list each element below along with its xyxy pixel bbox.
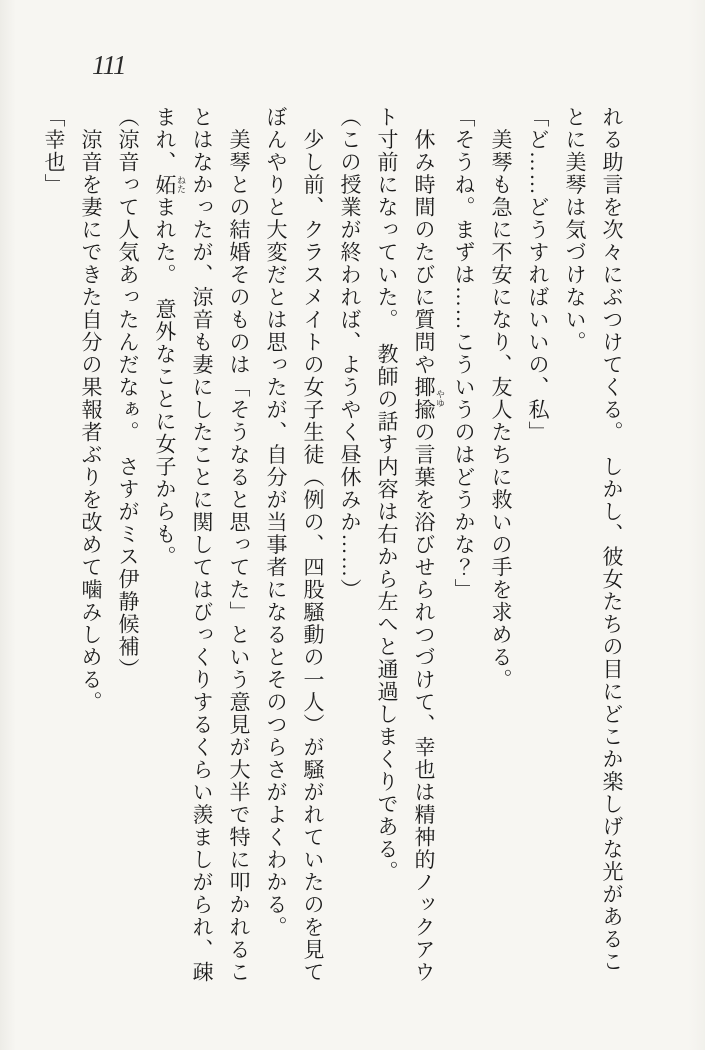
furigana-reading: やゆ bbox=[435, 376, 445, 421]
paragraph: れる助言を次々にぶつけてくる。 しかし、彼女たちの目にどこか楽しげな光があることに美琴は気づけない。 bbox=[563, 106, 624, 973]
paragraph: 美琴も急に不安になり、友人たちに救いの手を求める。 bbox=[489, 106, 513, 691]
paragraph: 少し前、クラスメイトの女子生徒（例の、四股騒動の一人）が騒がれていたのを見てぼんやりと大変だとは思ったが、自分が当事者になるとそのつらさがよくわかる。 bbox=[264, 106, 325, 984]
paragraph: 「ど……どうすればいいの、私」 bbox=[526, 106, 550, 444]
body-text bbox=[35, 106, 630, 986]
paragraph: （この授業が終われば、ようやく昼休みか……） bbox=[338, 106, 362, 601]
paragraph: 涼音を妻にできた自分の果報者ぶりを改めて噛みしめる。 bbox=[79, 106, 103, 714]
furigana-annotated-word: 揶揄 やゆ bbox=[412, 376, 445, 421]
paragraph: 「幸也」 bbox=[42, 106, 66, 196]
page-number: 111 bbox=[92, 50, 126, 80]
paragraph: 「そうね。まずは……こういうのはどうかな？」 bbox=[452, 106, 476, 601]
furigana-reading: ねた bbox=[176, 173, 186, 196]
paragraph: 美琴との結婚そのものは「そうなると思ってた」という意見が大半で特に叩かれることはなかったが、涼音も妻にしたことに関してはびっくりするくらい羨ましがられ、疎まれ、妬 ねたまれた。 意外なことに女子からも。 bbox=[153, 106, 251, 984]
paragraph: 休み時間のたびに質問や揶揄 やゆの言葉を浴びせられつづけて、幸也は精神的ノックアウト寸前になっていた。 教師の話す内容は右から左へと通過しまくりである。 bbox=[375, 106, 445, 984]
furigana-annotated-word: 妬 ねた bbox=[153, 173, 186, 196]
paragraph: （涼音って人気あったんだなぁ。 さすがミス伊静候補） bbox=[116, 106, 140, 681]
